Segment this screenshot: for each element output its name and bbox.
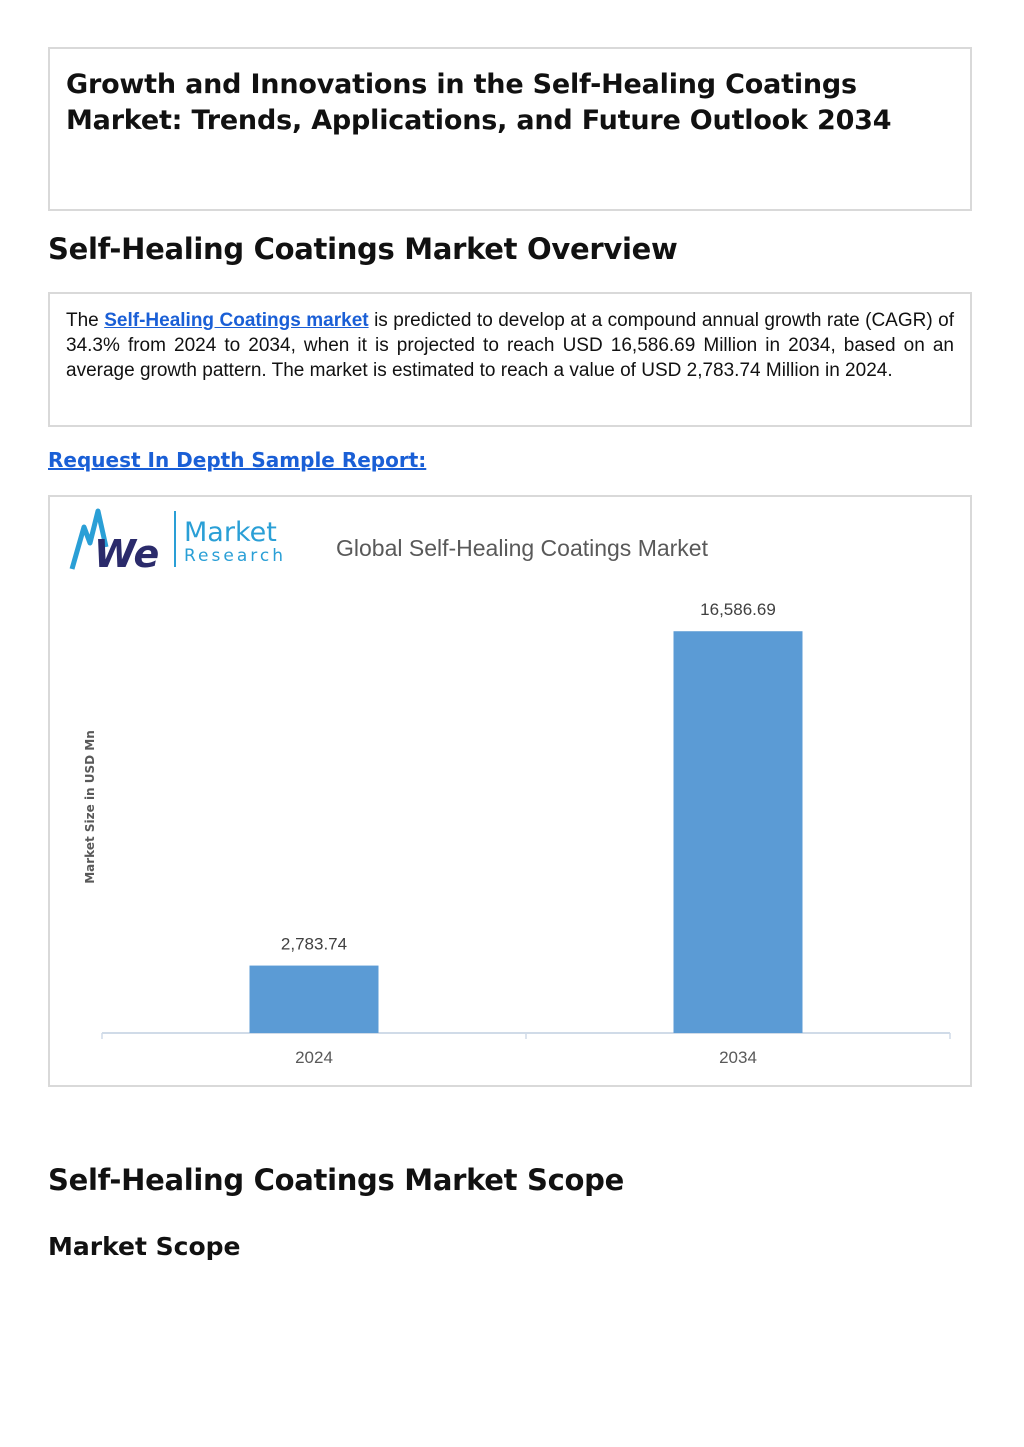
logo-line2: Research xyxy=(184,546,286,566)
overview-heading: Self-Healing Coatings Market Overview xyxy=(48,232,678,266)
overview-box xyxy=(48,292,972,427)
y-axis-label: Market Size in USD Mn xyxy=(83,730,97,884)
title-box xyxy=(48,47,972,211)
plot-area xyxy=(102,600,950,1067)
overview-text-start: The xyxy=(66,310,105,331)
scope-subheading: Market Scope xyxy=(48,1232,241,1261)
company-logo xyxy=(72,511,286,576)
bar-2034 xyxy=(674,631,803,1033)
market-chart xyxy=(50,497,974,1087)
chart-title: Global Self-Healing Coatings Market xyxy=(335,535,709,561)
scope-heading: Self-Healing Coatings Market Scope xyxy=(48,1163,624,1197)
x-tick-label-2034: 2034 xyxy=(719,1048,757,1067)
logo-mark: We xyxy=(94,532,160,576)
sample-report-link[interactable]: Request In Depth Sample Report: xyxy=(48,448,427,472)
chart-container xyxy=(48,495,972,1087)
data-label-2024: 2,783.74 xyxy=(280,934,348,954)
overview-paragraph xyxy=(66,308,954,383)
logo-line1: Market xyxy=(184,517,277,548)
market-link[interactable]: Self-Healing Coatings market xyxy=(104,310,369,331)
page-title: Growth and Innovations in the Self-Healing Coatings Market: Trends, Applications, and Future Outlook 2034 xyxy=(66,69,892,136)
overview-text-end: is predicted to develop at a compound annual growth rate (CAGR) of 34.3% from 2024 to 2034, when it is projected to reach USD 16,586.69 Million in 2034, based on an average growth pattern. The market is estimated to reach a value of USD 2,783.74 Million in 2024. xyxy=(66,310,954,381)
x-tick-label-2024: 2024 xyxy=(295,1048,333,1067)
data-label-2034: 16,586.69 xyxy=(700,600,776,620)
bar-2024 xyxy=(250,966,379,1033)
